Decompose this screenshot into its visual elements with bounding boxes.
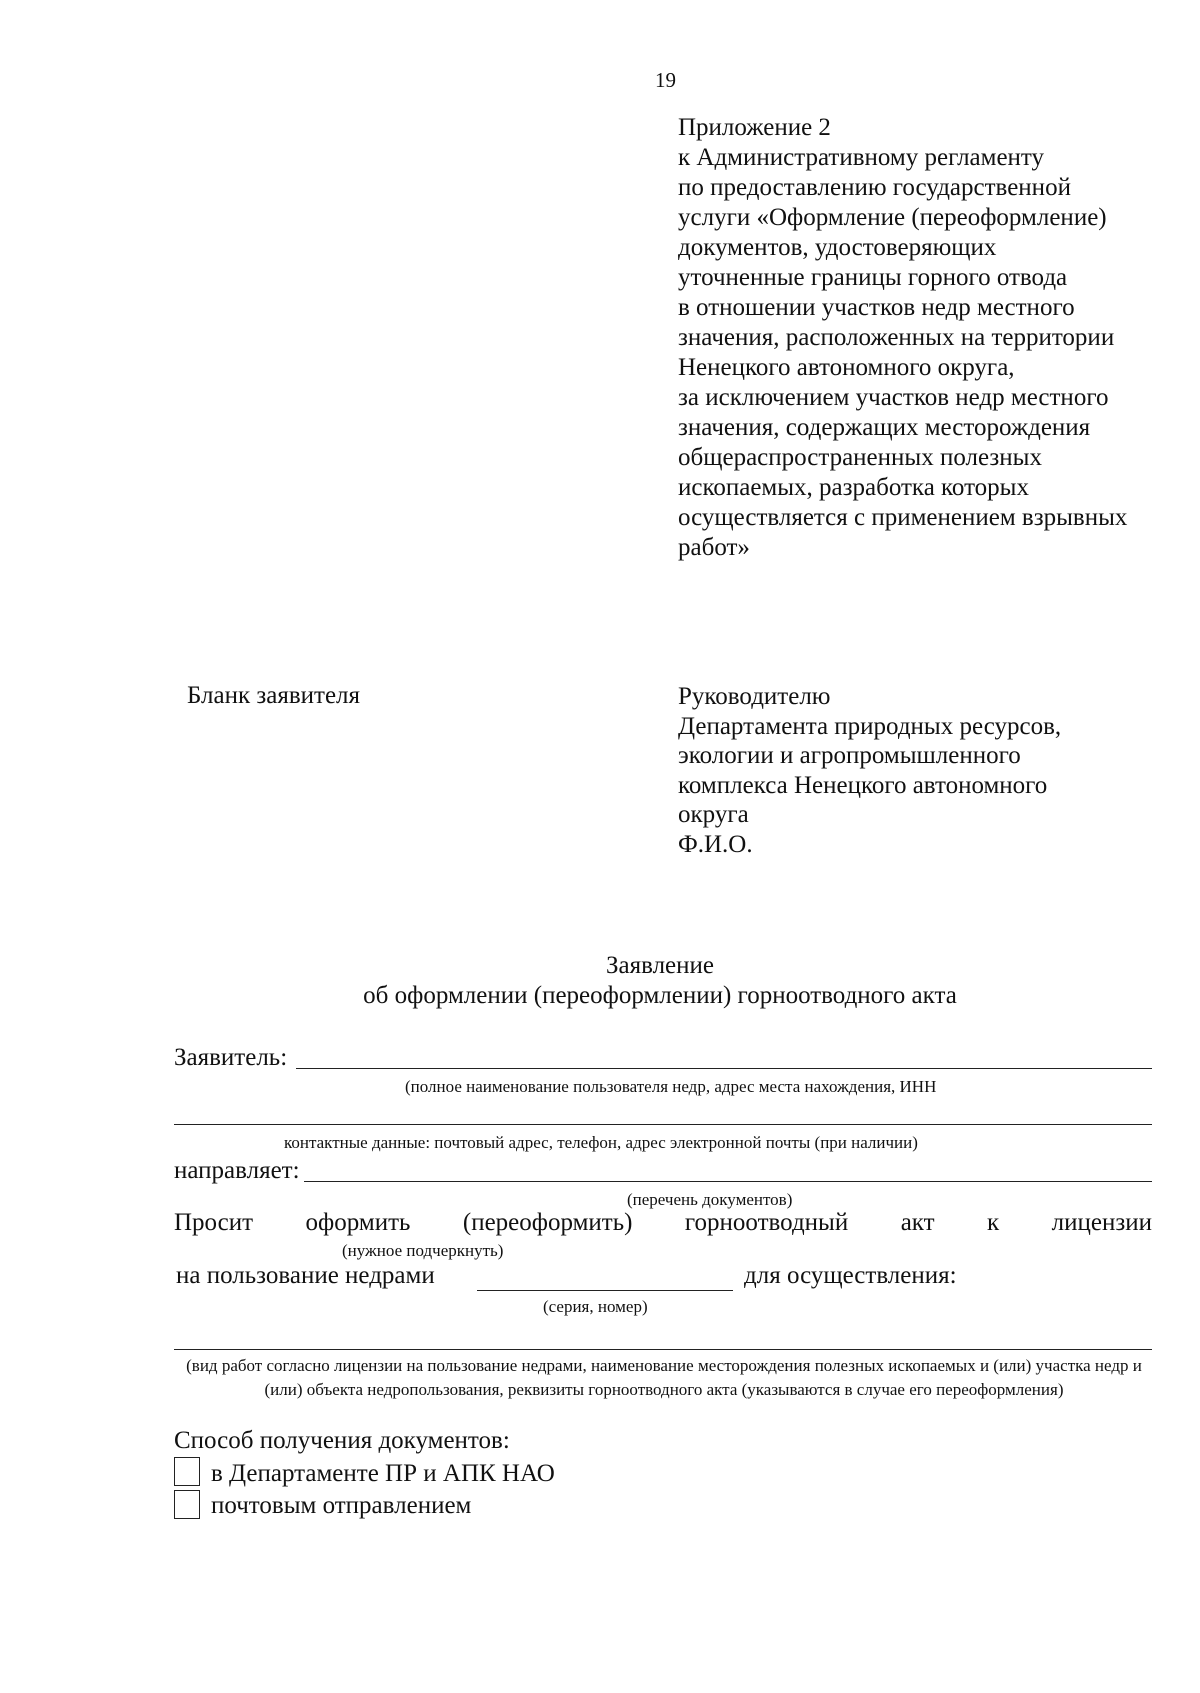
applicant-form-label: Бланк заявителя bbox=[187, 682, 361, 709]
appendix-line: значения, расположенных на территории bbox=[678, 324, 1115, 351]
series-hint: (серия, номер) bbox=[543, 1297, 648, 1316]
documents-field[interactable] bbox=[304, 1181, 1152, 1182]
addressee-line: Департамента природных ресурсов, bbox=[678, 712, 1062, 740]
sends-label: направляет: bbox=[174, 1157, 300, 1184]
applicant-label: Заявитель: bbox=[174, 1044, 288, 1071]
request-word: оформить bbox=[305, 1209, 411, 1236]
work-type-note: (вид работ согласно лицензии на пользование недрами, наименование месторождения полезных ископаемых и (или) участка недр и (или) объекта недропользования, реквизиты горноотводного акта (указываются в случае его переоформления) bbox=[186, 1356, 1142, 1399]
appendix-line: осуществляется с применением взрывных bbox=[678, 504, 1128, 531]
receipt-mail-checkbox[interactable] bbox=[174, 1490, 200, 1519]
request-word: (переоформить) bbox=[462, 1209, 633, 1236]
applicant-hint: (полное наименование пользователя недр, адрес места нахождения, ИНН bbox=[405, 1077, 937, 1096]
purpose-label: для осуществления: bbox=[744, 1262, 957, 1289]
document-title: Заявление bbox=[605, 952, 715, 979]
page-number: 19 bbox=[655, 68, 676, 92]
request-word: к bbox=[987, 1209, 1000, 1236]
receipt-mail-label: почтовым отправлением bbox=[211, 1492, 472, 1519]
subsoil-label: на пользование недрами bbox=[176, 1262, 435, 1289]
addressee-line: комплекса Ненецкого автономного bbox=[678, 771, 1048, 799]
contacts-hint: контактные данные: почтовый адрес, телефон, адрес электронной почты (при наличии) bbox=[284, 1133, 918, 1152]
applicant-field[interactable] bbox=[296, 1068, 1152, 1069]
underline-hint: (нужное подчеркнуть) bbox=[342, 1241, 504, 1260]
appendix-line: общераспространенных полезных bbox=[678, 444, 1042, 471]
request-word: Просит bbox=[174, 1209, 254, 1236]
request-word: акт bbox=[900, 1209, 935, 1236]
applicant-field-continued[interactable] bbox=[174, 1124, 1152, 1125]
documents-hint: (перечень документов) bbox=[627, 1190, 793, 1209]
appendix-line: документов, удостоверяющих bbox=[678, 234, 997, 261]
appendix-line: значения, содержащих месторождения bbox=[678, 414, 1091, 441]
request-word: горноотводный bbox=[684, 1209, 849, 1236]
request-row bbox=[174, 1209, 1152, 1237]
addressee-line: Руководителю bbox=[678, 683, 831, 710]
receipt-department-checkbox[interactable] bbox=[174, 1457, 200, 1486]
appendix-line: услуги «Оформление (переоформление) bbox=[678, 204, 1107, 231]
appendix-header bbox=[678, 113, 1188, 563]
appendix-line: работ» bbox=[678, 534, 750, 561]
work-type-field[interactable] bbox=[174, 1349, 1152, 1350]
appendix-line: по предоставлению государственной bbox=[678, 174, 1071, 201]
addressee-line: округа bbox=[678, 801, 749, 828]
appendix-line: в отношении участков недр местного bbox=[678, 294, 1075, 321]
request-word: лицензии bbox=[1051, 1209, 1152, 1236]
appendix-line: к Административному регламенту bbox=[678, 144, 1045, 171]
addressee-line: Ф.И.О. bbox=[678, 830, 753, 858]
receipt-label: Способ получения документов: bbox=[174, 1427, 510, 1454]
receipt-department-label: в Департаменте ПР и АПК НАО bbox=[211, 1460, 555, 1487]
appendix-line: ископаемых, разработка которых bbox=[678, 474, 1029, 501]
license-number-field[interactable] bbox=[477, 1290, 733, 1291]
appendix-line: Ненецкого автономного округа, bbox=[678, 354, 1015, 381]
addressee-line: экологии и агропромышленного bbox=[678, 742, 1021, 769]
addressee-block bbox=[678, 682, 1188, 859]
appendix-line: за исключением участков недр местного bbox=[678, 384, 1109, 411]
appendix-line: уточненные границы горного отвода bbox=[678, 264, 1068, 291]
appendix-line: Приложение 2 bbox=[678, 114, 831, 141]
document-subtitle: об оформлении (переоформлении) горноотводного акта bbox=[363, 982, 957, 1009]
